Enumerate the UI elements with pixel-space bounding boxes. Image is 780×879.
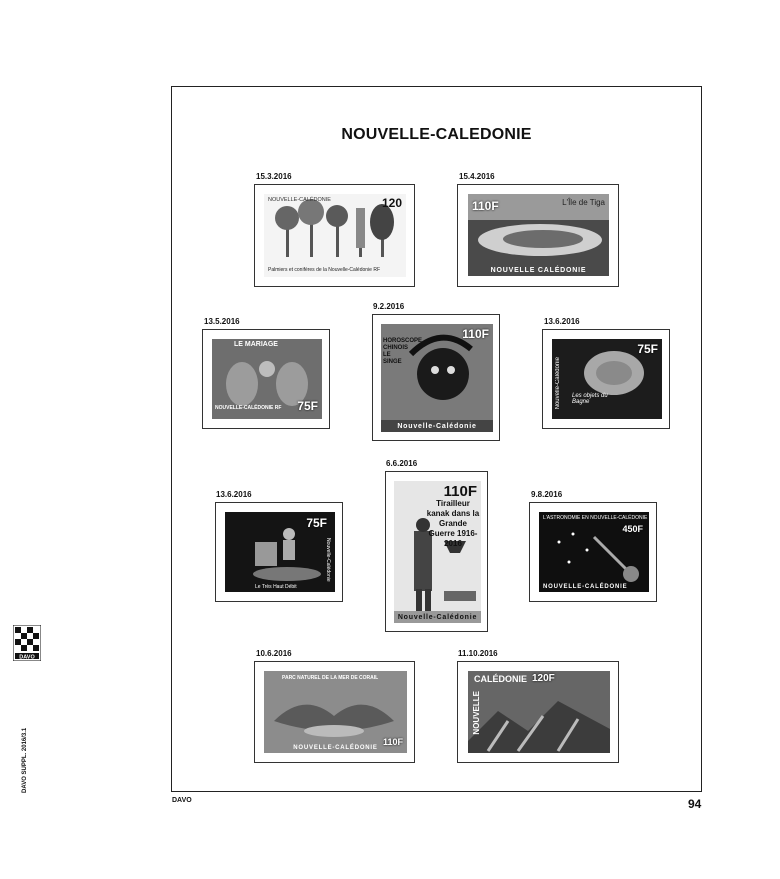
stamp-date: 10.6.2016 [256, 649, 292, 658]
stamp-shell: 75F Les objets du Bagne Nouvelle-Calédonie [552, 339, 662, 419]
stamp-date: 6.6.2016 [386, 459, 418, 468]
page-title: NOUVELLE-CALEDONIE [341, 126, 532, 143]
stamp-slot[interactable] [215, 502, 343, 602]
stamp-slot[interactable] [202, 329, 330, 429]
stamp-palms: 120 NOUVELLE-CALÉDONIE Palmiers et conifères de la Nouvelle-Calédonie RF [264, 194, 406, 277]
stamp-slot[interactable] [457, 184, 619, 287]
stamp-slot[interactable] [372, 314, 500, 441]
stamp-date: 13.6.2016 [216, 490, 252, 499]
stamp-monkey: 110F HOROSCOPE CHINOIS LE SINGE Nouvelle-Calédonie [381, 324, 493, 432]
stamp-slot[interactable] [542, 329, 670, 429]
stamp-date: 15.3.2016 [256, 172, 292, 181]
stamp-date: 11.10.2016 [458, 649, 498, 658]
stamp-slot[interactable] [457, 661, 619, 763]
stamp-date: 9.8.2016 [531, 490, 563, 499]
stamp-island: 110F L'Île de Tiga NOUVELLE CALÉDONIE [468, 194, 609, 276]
stamp-slot[interactable] [254, 661, 415, 763]
stamp-slot[interactable] [385, 471, 488, 632]
stamp-slot[interactable] [529, 502, 657, 602]
footer-brand: DAVO [172, 797, 192, 804]
stamp-city: CALÉDONIE 120F NOUVELLE [468, 671, 610, 753]
stamp-coral-sea: PARC NATUREL DE LA MER DE CORAIL 110F NOUVELLE-CALÉDONIE [264, 671, 407, 753]
stamp-date: 15.4.2016 [459, 172, 495, 181]
supplement-code: DAVO SUPPL. 2016/3.1 [22, 727, 28, 793]
stamp-date: 13.6.2016 [544, 317, 580, 326]
stamp-fibre: 75F Le Très Haut Débit Nouvelle-Calédonie [225, 512, 335, 592]
stamp-slot[interactable] [254, 184, 415, 287]
stamp-astronomy: L'ASTRONOMIE EN NOUVELLE-CALÉDONIE 450F NOUVELLE-CALÉDONIE [539, 512, 649, 592]
stamp-wedding: LE MARIAGE 75F NOUVELLE-CALÉDONIE RF [212, 339, 322, 419]
stamp-soldier: 110F Tirailleur kanak dans la Grande Guerre 1916-2016 Nouvelle-Calédonie [394, 481, 481, 623]
svg-text:DAVO: DAVO [19, 654, 35, 661]
davo-logo-icon [13, 625, 41, 661]
stamp-date: 13.5.2016 [204, 317, 240, 326]
stamp-date: 9.2.2016 [373, 302, 405, 311]
page-number: 94 [688, 797, 702, 811]
